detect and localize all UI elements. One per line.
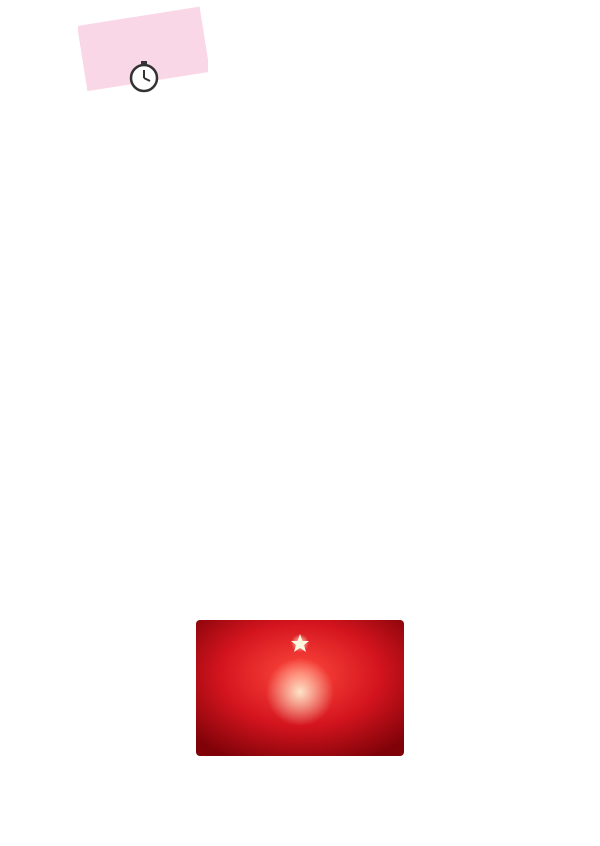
christmas-card-graphic: [196, 620, 404, 756]
logo-graphic: [78, 6, 208, 98]
logo: [78, 6, 208, 98]
header: [232, 8, 494, 9]
christmas-card: [196, 620, 404, 756]
